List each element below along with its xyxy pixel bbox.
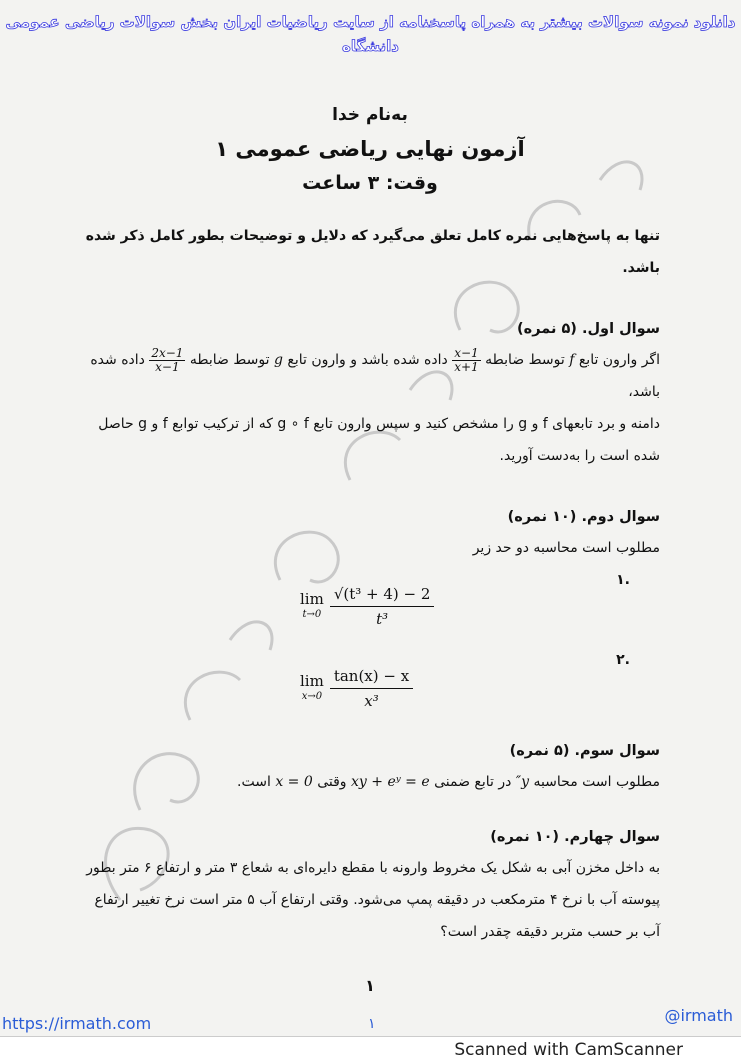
q4-line3: آب بر حسب متربر دقیقه چقدر است؟ xyxy=(440,924,660,940)
q1-g: g xyxy=(273,352,283,368)
g-inverse-fraction xyxy=(149,347,185,374)
q3-math: y″ xyxy=(515,774,529,790)
denominator: x³ xyxy=(364,692,379,710)
q3-text-part: در تابع ضمنی xyxy=(434,774,512,790)
q2-item-1 xyxy=(80,564,660,644)
q2-text: مطلوب است محاسبه دو حد زیر xyxy=(472,540,660,556)
q1-text: توسط ضابطه xyxy=(485,352,565,368)
q1-text: داده شده باشد، xyxy=(90,352,660,400)
q1-text: اگر وارون تابع xyxy=(578,352,660,368)
lim-label: lim xyxy=(300,671,324,690)
lim-sub: x→0 xyxy=(301,690,323,702)
q3-text-part: وقتی xyxy=(317,774,347,790)
q4-line1: به داخل مخزن آبی به شکل یک مخروط وارونه با مقطع دایره‌ای به شعاع ۳ متر و ارتفاع ۶ متر بطور xyxy=(86,860,660,876)
q1-line2: دامنه و برد تابعهای f و g را مشخص کنید و سپس وارون تابع g ∘ f که از ترکیب توابع f و g حاصل xyxy=(98,416,660,432)
scanner-label: Scanned with CamScanner xyxy=(454,1040,683,1060)
download-banner: دانلود نمونه سوالات بیشتر به همراه پاسخنامه از سایت ریاضیات ایران بخش سوالات ریاضی عمومی دانشگاه xyxy=(5,13,736,55)
q1-f: f xyxy=(569,352,575,368)
exam-duration: وقت: ۳ ساعت xyxy=(302,172,438,194)
denominator: x−1 xyxy=(155,359,180,374)
limit-2 xyxy=(300,666,413,711)
q3-title: سوال سوم. (۵ نمره) xyxy=(509,743,660,759)
q3-equation: xy + eʸ = e xyxy=(351,774,430,790)
lim-label: lim xyxy=(300,589,324,608)
q3-text-part: است. xyxy=(237,774,271,790)
f-inverse-fraction xyxy=(452,347,480,374)
q2-item-1-number: .۱ xyxy=(616,572,630,588)
q3-condition: x = 0 xyxy=(275,774,313,790)
instructions: تنها به پاسخ‌هایی نمره کامل تعلق می‌گیرد که دلایل و توضیحات بطور کامل ذکر شده باشد. xyxy=(85,228,660,276)
q1-text: توسط ضابطه xyxy=(189,352,270,368)
q2-item-2-number: .۲ xyxy=(616,652,630,668)
q4-title: سوال چهارم. (۱۰ نمره) xyxy=(490,829,660,845)
q3-text-part: مطلوب است محاسبه xyxy=(533,774,660,790)
exam-content xyxy=(80,98,660,998)
q4-line2: پیوسته آب با نرخ ۴ مترمکعب در دقیقه پمپ می‌شود. وقتی ارتفاع آب ۵ متر است نرخ تغییر ارتفاع xyxy=(94,892,660,908)
limit-1 xyxy=(300,584,434,629)
lim-sub: t→0 xyxy=(302,608,322,620)
numerator: 2x−1 xyxy=(151,345,184,360)
q2-item-2 xyxy=(80,644,660,720)
q2-title: سوال دوم. (۱۰ نمره) xyxy=(507,509,660,525)
q1-title: سوال اول. (۵ نمره) xyxy=(517,321,660,337)
numerator: x−1 xyxy=(454,345,479,360)
q1-line3: شده است را به‌دست آورید. xyxy=(499,448,660,464)
footer-page-mark: ۱ xyxy=(368,1016,376,1032)
q1-line1 xyxy=(80,344,660,408)
denominator: t³ xyxy=(376,610,389,628)
numerator: tan(x) − x xyxy=(330,666,413,689)
page-number: ۱ xyxy=(365,976,375,995)
denominator: x+1 xyxy=(454,359,479,374)
q3-text xyxy=(80,766,660,798)
numerator: √(t³ + 4) − 2 xyxy=(330,584,435,607)
exam-title: آزمون نهایی ریاضی عمومی ۱ xyxy=(215,137,525,161)
basmala: به‌نام خدا xyxy=(332,105,408,125)
social-handle[interactable]: @irmath xyxy=(664,1006,733,1025)
site-link[interactable]: https://irmath.com xyxy=(2,1014,152,1033)
q1-text: داده شده باشد و وارون تابع xyxy=(287,352,448,368)
